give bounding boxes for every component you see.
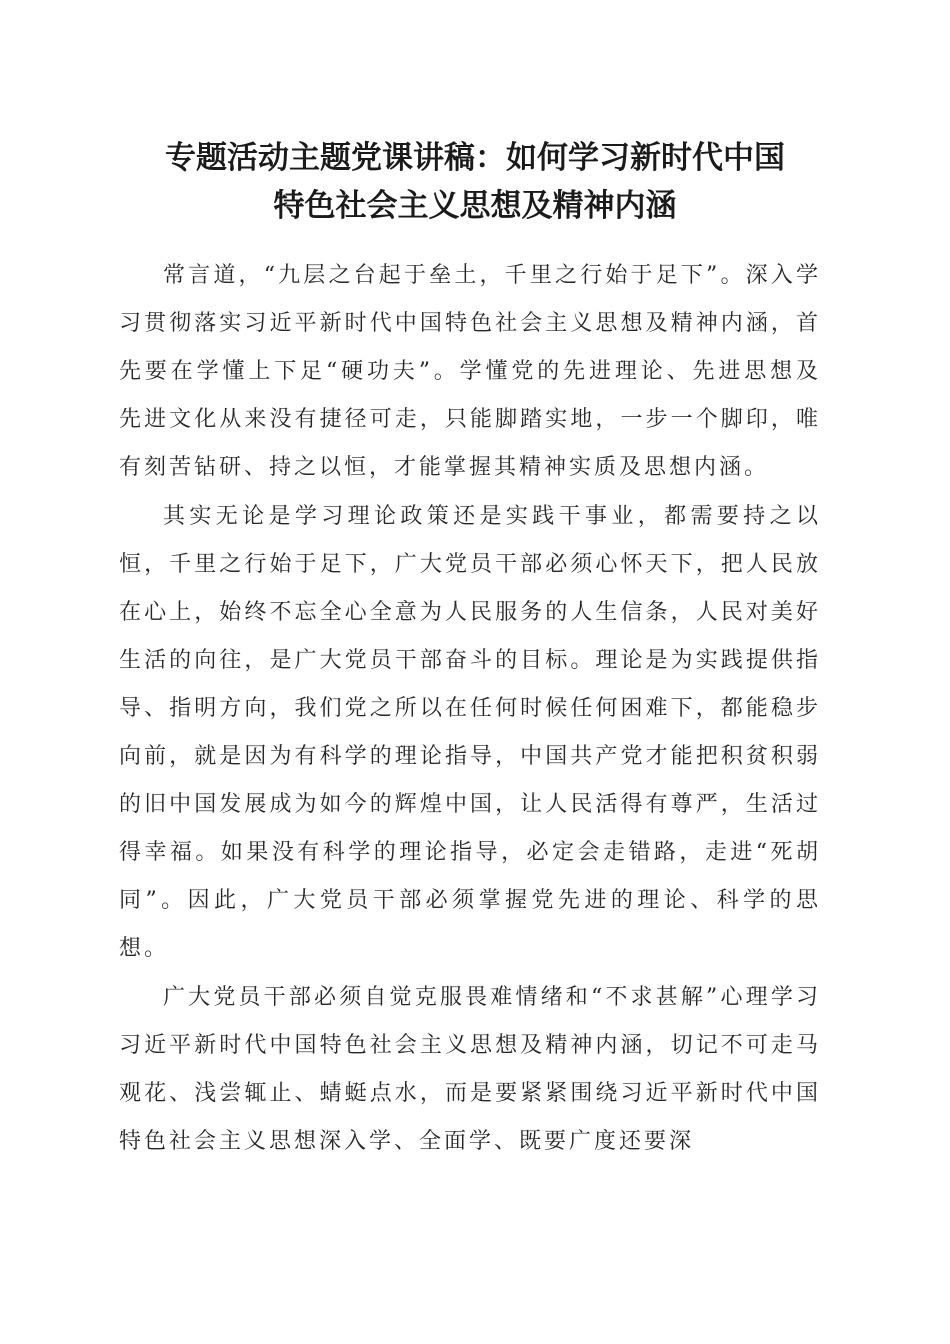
title-line-1: 专题活动主题党课讲稿：如何学习新时代中国 bbox=[165, 140, 785, 176]
document-body bbox=[119, 252, 821, 1166]
paragraph-3: 广大党员干部必须自觉克服畏难情绪和“不求甚解”心理学习习近平新时代中国特色社会主义思想及精神内涵，切记不可走马观花、浅尝辄止、蜻蜓点水，而是要紧紧围绕习近平新时代中国特色社会主义思想深入学、全面学、既要广度还要深 bbox=[119, 985, 821, 1154]
paragraph-1: 常言道，“九层之台起于垒土，千里之行始于足下”。深入学习贯彻落实习近平新时代中国特色社会主义思想及精神内涵，首先要在学懂上下足“硬功夫”。学懂党的先进理论、先进思想及先进文化从来没有捷径可走，只能脚踏实地，一步一个脚印，唯有刻苦钻研、持之以恒，才能掌握其精神实质及思想内涵。 bbox=[119, 263, 821, 480]
document-title bbox=[0, 134, 950, 230]
title-line-2: 特色社会主义思想及精神内涵 bbox=[273, 188, 677, 224]
paragraph-2: 其实无论是学习理论政策还是实践干事业，都需要持之以恒，千里之行始于足下，广大党员干部必须心怀天下，把人民放在心上，始终不忘全心全意为人民服务的人生信条，人民对美好生活的向往，是广大党员干部奋斗的目标。理论是为实践提供指导、指明方向，我们党之所以在任何时候任何困难下，都能稳步向前，就是因为有科学的理论指导，中国共产党才能把积贫积弱的旧中国发展成为如今的辉煌中国，让人民活得有尊严，生活过得幸福。如果没有科学的理论指导，必定会走错路，走进“死胡同”。因此，广大党员干部必须掌握党先进的理论、科学的思想。 bbox=[119, 504, 821, 961]
